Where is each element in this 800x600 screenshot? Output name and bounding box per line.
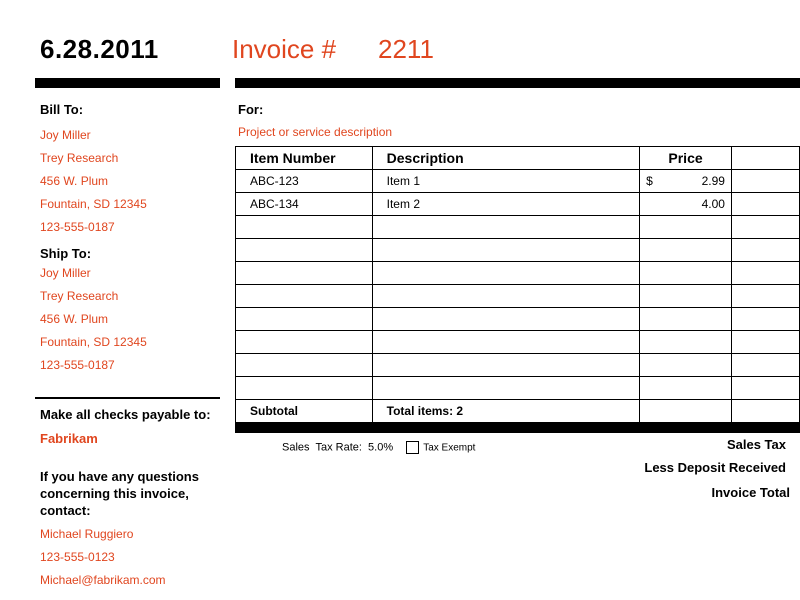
item-number-cell[interactable]: ABC-123 <box>236 170 373 193</box>
bill-to-city: Fountain, SD 12345 <box>40 197 147 211</box>
bill-to-phone: 123-555-0187 <box>40 220 115 234</box>
bill-to-street: 456 W. Plum <box>40 174 109 188</box>
table-row <box>236 354 800 377</box>
description-cell[interactable] <box>372 354 639 377</box>
price-cell[interactable] <box>640 331 732 354</box>
description-cell[interactable] <box>372 239 639 262</box>
extra-cell <box>731 331 799 354</box>
subtotal-label: Subtotal <box>236 400 373 423</box>
item-number-cell[interactable] <box>236 377 373 400</box>
table-row <box>236 193 800 216</box>
bill-to-company: Trey Research <box>40 151 119 165</box>
sales-tax-label: Sales Tax <box>726 437 786 452</box>
tax-rate-value[interactable]: 5.0% <box>368 441 394 454</box>
subtotal-price-cell <box>640 400 732 423</box>
left-divider <box>35 397 220 399</box>
tax-rate-line <box>282 441 475 454</box>
price-amount: 4.00 <box>701 197 725 211</box>
table-row <box>236 331 800 354</box>
extra-cell <box>731 193 799 216</box>
item-number-cell[interactable] <box>236 239 373 262</box>
for-label: For: <box>238 102 264 117</box>
description-cell[interactable]: Item 1 <box>372 170 639 193</box>
extra-cell <box>731 216 799 239</box>
payable-company: Fabrikam <box>40 431 98 446</box>
contact-heading-line2: concerning this invoice, <box>40 486 189 501</box>
table-row <box>236 170 800 193</box>
column-header-extra <box>731 147 799 170</box>
ship-to-phone: 123-555-0187 <box>40 358 115 372</box>
sales-label: Sales <box>282 441 310 454</box>
item-number-cell[interactable] <box>236 285 373 308</box>
ship-to-company: Trey Research <box>40 289 119 303</box>
item-number-cell[interactable] <box>236 262 373 285</box>
right-header-bar <box>235 78 800 88</box>
description-cell[interactable] <box>372 262 639 285</box>
price-cell[interactable] <box>640 216 732 239</box>
price-cell[interactable] <box>640 308 732 331</box>
price-cell[interactable] <box>640 285 732 308</box>
ship-to-city: Fountain, SD 12345 <box>40 335 147 349</box>
extra-cell <box>731 308 799 331</box>
tax-rate-label: Tax Rate: <box>315 441 362 454</box>
subtotal-row <box>236 400 800 423</box>
payable-heading: Make all checks payable to: <box>40 407 211 422</box>
extra-cell <box>731 354 799 377</box>
extra-cell <box>731 239 799 262</box>
price-cell[interactable] <box>640 262 732 285</box>
contact-phone: 123-555-0123 <box>40 550 115 564</box>
items-table <box>235 146 800 423</box>
currency-symbol: $ <box>646 174 653 188</box>
column-header-description: Description <box>372 147 639 170</box>
left-header-bar <box>35 78 220 88</box>
bill-to-name: Joy Miller <box>40 128 91 142</box>
invoice-label: Invoice # <box>232 34 337 64</box>
table-bottom-bar <box>235 422 800 433</box>
price-cell[interactable] <box>640 193 732 216</box>
table-row <box>236 216 800 239</box>
price-cell[interactable] <box>640 377 732 400</box>
project-description: Project or service description <box>238 125 393 139</box>
table-row <box>236 377 800 400</box>
column-header-item-number: Item Number <box>236 147 373 170</box>
price-cell[interactable] <box>640 170 732 193</box>
description-cell[interactable]: Item 2 <box>372 193 639 216</box>
price-cell[interactable] <box>640 239 732 262</box>
contact-heading-line3: contact: <box>40 503 91 518</box>
item-number-cell[interactable] <box>236 216 373 239</box>
subtotal-extra-cell <box>731 400 799 423</box>
extra-cell <box>731 285 799 308</box>
contact-heading-line1: If you have any questions <box>40 469 199 484</box>
price-amount: 2.99 <box>701 174 725 188</box>
bill-to-heading: Bill To: <box>40 102 84 117</box>
invoice-number: 2211 <box>378 34 434 64</box>
item-number-cell[interactable]: ABC-134 <box>236 193 373 216</box>
description-cell[interactable] <box>372 216 639 239</box>
table-row <box>236 285 800 308</box>
invoice-total-label: Invoice Total <box>711 485 790 500</box>
extra-cell <box>731 262 799 285</box>
item-number-cell[interactable] <box>236 331 373 354</box>
price-cell[interactable] <box>640 354 732 377</box>
tax-exempt-label: Tax Exempt <box>423 442 476 454</box>
description-cell[interactable] <box>372 308 639 331</box>
item-number-cell[interactable] <box>236 354 373 377</box>
ship-to-heading: Ship To: <box>40 246 92 261</box>
total-items-label: Total items: 2 <box>372 400 639 423</box>
table-row <box>236 239 800 262</box>
column-header-price: Price <box>640 147 732 170</box>
description-cell[interactable] <box>372 377 639 400</box>
table-row <box>236 308 800 331</box>
ship-to-street: 456 W. Plum <box>40 312 109 326</box>
table-row <box>236 262 800 285</box>
ship-to-name: Joy Miller <box>40 266 91 280</box>
contact-email: Michael@fabrikam.com <box>40 573 166 587</box>
item-number-cell[interactable] <box>236 308 373 331</box>
extra-cell <box>731 170 799 193</box>
invoice-date: 6.28.2011 <box>40 34 159 64</box>
less-deposit-label: Less Deposit Received <box>644 460 786 475</box>
description-cell[interactable] <box>372 285 639 308</box>
contact-name: Michael Ruggiero <box>40 527 134 541</box>
table-header-row <box>236 147 800 170</box>
tax-exempt-checkbox[interactable] <box>406 441 419 454</box>
description-cell[interactable] <box>372 331 639 354</box>
extra-cell <box>731 377 799 400</box>
